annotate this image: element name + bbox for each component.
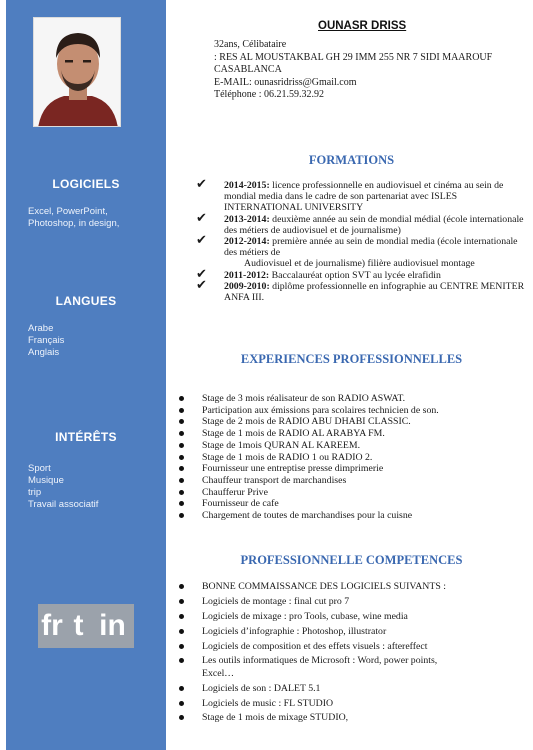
bullet-icon — [179, 466, 184, 471]
sidebar-interets-text — [28, 463, 160, 511]
competence-text: BONNE COMMAISSANCE DES LOGICIELS SUIVANTS : — [202, 581, 446, 592]
bullet-icon — [179, 715, 184, 720]
competence-text: Logiciels d’infographie : Photoshop, illustrator — [202, 625, 387, 637]
competence-item — [178, 611, 528, 623]
bullet-icon — [179, 396, 184, 401]
competence-text: Logiciels de composition et des effets visuels : aftereffect — [202, 640, 428, 652]
check-icon: ✔ — [196, 277, 207, 293]
formation-item — [196, 177, 526, 214]
formation-year: 2014-2015: — [224, 180, 270, 191]
bullet-icon — [179, 419, 184, 424]
experience-text: Chargement de toutes de marchandises pour la cuisne — [202, 510, 413, 522]
contact-email: E-MAIL: ounasridriss@Gmail.com — [214, 76, 357, 88]
sidebar-interets-line: Musique — [28, 475, 64, 486]
bullet-icon — [179, 443, 184, 448]
sidebar-langues-line: Français — [28, 335, 65, 346]
sidebar-heading-langues: LANGUES — [55, 294, 117, 308]
sidebar-heading-logiciels: LOGICIELS — [52, 177, 120, 191]
sidebar-langues-text — [28, 323, 160, 359]
formation-year: 2012-2014: — [224, 236, 270, 248]
experience-text: Chauffeur transport de marchandises — [202, 474, 347, 486]
check-icon: ✔ — [196, 233, 207, 249]
bullet-icon — [179, 490, 184, 495]
experience-item — [178, 463, 528, 475]
experience-text: Fournisseur de cafe — [202, 498, 279, 510]
experience-item — [178, 416, 528, 428]
competence-item — [178, 655, 468, 680]
experience-text: Chaufferur Prive — [202, 486, 268, 498]
bullet-icon — [179, 478, 184, 483]
bullet-icon — [179, 455, 184, 460]
bullet-icon — [179, 501, 184, 506]
profile-photo — [33, 17, 121, 127]
formation-text: Baccalauréat option SVT au lycée elrafidin — [269, 269, 441, 281]
experience-item — [178, 475, 528, 487]
bullet-icon — [179, 644, 184, 649]
competence-text: Logiciels de son : DALET 5.1 — [202, 682, 321, 694]
sidebar-heading-interets: INTÉRÊTS — [55, 430, 117, 444]
experience-text: Stage de 3 mois réalisateur de son RADIO ASWAT. — [202, 393, 406, 404]
experience-text: Stage de 1 mois de RADIO 1 ou RADIO 2. — [202, 451, 373, 463]
contact-info — [214, 39, 524, 102]
bullet-icon — [179, 408, 184, 413]
sidebar-langues-line: Arabe — [28, 323, 54, 334]
bullet-icon — [179, 629, 184, 634]
contact-phone: Téléphone : 06.21.59.32.92 — [214, 89, 324, 100]
bullet-icon — [179, 658, 184, 663]
bullet-icon — [179, 686, 184, 691]
contact-line: CASABLANCA — [214, 64, 282, 75]
social-fr-icon[interactable]: fr — [38, 604, 66, 648]
bullet-icon — [179, 701, 184, 706]
experience-item — [178, 440, 528, 452]
competence-item — [178, 581, 528, 593]
competence-item — [178, 698, 528, 710]
experience-text: Participation aux émissions para scolaires technicien de son. — [202, 404, 439, 416]
contact-line: 32ans, Célibataire — [214, 39, 287, 50]
competence-item — [178, 626, 528, 638]
bullet-icon — [179, 431, 184, 436]
formation-item — [196, 210, 526, 236]
sidebar-interets-line: Travail associatif — [28, 499, 99, 510]
experience-text: Stage de 1mois QURAN AL KAREEM. — [202, 439, 361, 451]
formation-item — [196, 266, 526, 282]
candidate-name: OUNASR DRISS — [318, 20, 407, 32]
experience-item — [178, 405, 528, 417]
formation-text: première année au sein de mondial media (école internationale des métiers de — [224, 236, 518, 259]
competence-item — [178, 596, 528, 608]
formations-list — [196, 177, 526, 304]
formation-text-extra: Audiovisuel et de journalisme) filière audiovisuel montage — [244, 258, 475, 270]
social-t-icon[interactable]: t — [66, 604, 91, 648]
competence-text: Logiciels de mixage : pro Tools, cubase, wine media — [202, 610, 408, 622]
check-icon: ✔ — [196, 177, 207, 192]
profile-photo-image — [34, 18, 121, 127]
competence-text: Logiciels de montage : final cut pro 7 — [202, 595, 350, 607]
competence-text: Stage de 1 mois de mixage STUDIO, — [202, 712, 349, 724]
social-links — [38, 604, 134, 648]
formation-item — [196, 233, 526, 270]
experience-item — [178, 393, 528, 405]
experiences-list — [178, 393, 528, 522]
formation-text: deuxième année au sein de mondial médial (école internationale des métiers de audiovisuel et de journalisme) — [224, 213, 524, 236]
section-title-experiences: EXPERIENCES PROFESSIONNELLES — [240, 352, 463, 366]
competences-list — [178, 581, 528, 727]
formation-item — [196, 277, 526, 304]
experience-text: Stage de 1 mois de RADIO AL ARABYA FM. — [202, 428, 385, 440]
sidebar-logiciels-line: Excel, PowerPoint, — [28, 206, 108, 217]
contact-line: : RES AL MOUSTAKBAL GH 29 IMM 255 NR 7 SIDI MAAROUF — [214, 51, 493, 63]
sidebar-interets-line: trip — [28, 487, 42, 498]
bullet-icon — [179, 584, 184, 589]
sidebar — [6, 0, 166, 750]
sidebar-logiciels-text — [28, 206, 160, 230]
competence-item — [178, 641, 528, 653]
experience-text: Fournisseur une entreptise presse dimprimerie — [202, 463, 384, 475]
competence-text: Logiciels de music : FL STUDIO — [202, 697, 334, 709]
competence-item — [178, 712, 528, 724]
section-title-formations: FORMATIONS — [308, 153, 395, 167]
sidebar-interets-line: Sport — [28, 463, 51, 474]
check-icon: ✔ — [196, 266, 207, 282]
bullet-icon — [179, 513, 184, 518]
sidebar-logiciels-line: Photoshop, in design, — [28, 218, 120, 229]
formation-year: 2013-2014: — [224, 213, 270, 225]
check-icon: ✔ — [196, 210, 207, 226]
bullet-icon — [179, 614, 184, 619]
formation-text: licence professionnelle en audiovisuel et cinéma au sein de mondial media dans le cadre de son partenariat avec ISLES INTERNATIONAL UNIVERSITY — [224, 180, 504, 214]
section-title-competences: PROFESSIONNELLE COMPETENCES — [240, 553, 463, 567]
experience-item — [178, 498, 528, 510]
experience-item — [178, 510, 528, 522]
bullet-icon — [179, 599, 184, 604]
experience-item — [178, 452, 528, 464]
formation-text: diplôme professionnelle en infographie au CENTRE MENITER ANFA III. — [224, 280, 525, 304]
competence-text: Les outils informatiques de Microsoft : Word, power points, Excel… — [202, 655, 438, 679]
formation-year: 2011-2012: — [224, 269, 270, 281]
social-in-icon[interactable]: in — [91, 604, 134, 648]
experience-text: Stage de 2 mois de RADIO ABU DHABI CLASSIC. — [202, 416, 411, 428]
sidebar-langues-line: Anglais — [28, 347, 60, 358]
formation-year: 2009-2010: — [224, 280, 270, 292]
competence-item — [178, 683, 528, 695]
experience-item — [178, 487, 528, 499]
experience-item — [178, 428, 528, 440]
